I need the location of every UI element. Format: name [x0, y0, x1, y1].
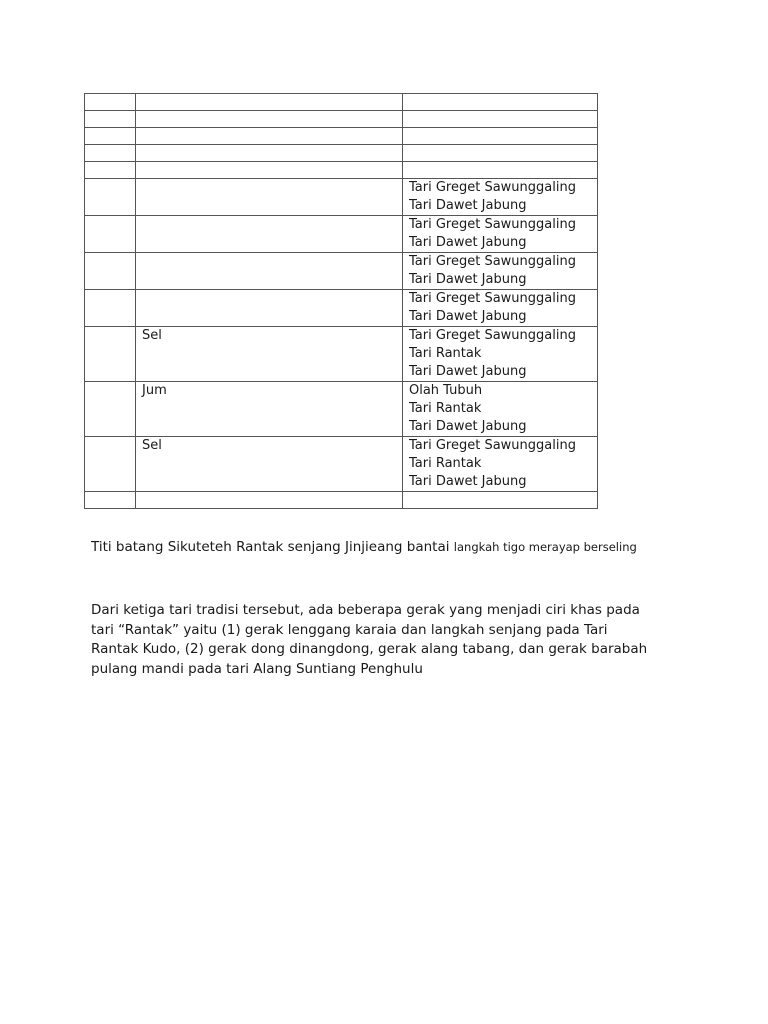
activity-line: Tari Greget Sawunggaling: [409, 180, 576, 195]
table-cell: [136, 216, 403, 253]
table-cell: [85, 253, 136, 290]
table-cell: [85, 94, 136, 111]
activity-line: Tari Dawet Jabung: [409, 272, 527, 287]
table-cell: [85, 162, 136, 179]
table-cell: [403, 128, 598, 145]
activity-line: Tari Dawet Jabung: [409, 198, 527, 213]
table-cell: [85, 437, 136, 492]
day-cell: Sel: [136, 327, 403, 382]
activity-line: Tari Rantak: [409, 401, 482, 416]
verse-line: [91, 539, 637, 555]
table-cell: [136, 162, 403, 179]
activity-line: Tari Dawet Jabung: [409, 419, 527, 434]
activity-line: Tari Rantak: [409, 456, 482, 471]
table-row: [85, 216, 598, 253]
table-cell: [85, 382, 136, 437]
table-cell: [403, 179, 598, 216]
table-cell: [403, 216, 598, 253]
table-cell: [136, 492, 403, 509]
paragraph-line: Rantak Kudo, (2) gerak dong dinangdong, gerak alang tabang, dan gerak barabah: [91, 641, 648, 657]
table-cell: [403, 94, 598, 111]
table-row: [85, 128, 598, 145]
table-cell: [85, 128, 136, 145]
table-row: [85, 327, 598, 382]
table-cell: [136, 128, 403, 145]
table-row: [85, 492, 598, 509]
table-row: [85, 94, 598, 111]
table-cell: [136, 253, 403, 290]
schedule-table: [84, 93, 598, 509]
table-row: [85, 437, 598, 492]
paragraph-line: pulang mandi pada tari Alang Suntiang Penghulu: [91, 660, 423, 677]
activity-line: Tari Greget Sawunggaling: [409, 254, 576, 269]
table-row: [85, 111, 598, 128]
activity-line: Tari Greget Sawunggaling: [409, 217, 576, 232]
table-cell: [85, 492, 136, 509]
table-cell: [85, 179, 136, 216]
activity-line: Olah Tubuh: [409, 383, 483, 398]
table-cell: [403, 382, 598, 437]
table-cell: [85, 327, 136, 382]
verse-main-text: Titi batang Sikuteteh Rantak senjang Jinjieang bantai: [91, 539, 450, 555]
table-cell: [136, 179, 403, 216]
table-cell: [85, 111, 136, 128]
table-cell: [85, 145, 136, 162]
table-cell: [136, 94, 403, 111]
table-cell: [403, 437, 598, 492]
paragraph-line: tari “Rantak” yaitu (1) gerak lenggang karaia dan langkah senjang pada Tari: [91, 621, 608, 638]
table-cell: [136, 111, 403, 128]
table-cell: [403, 253, 598, 290]
table-cell: [403, 290, 598, 327]
table-cell: [136, 290, 403, 327]
activity-line: Tari Greget Sawunggaling: [409, 291, 576, 306]
description-paragraph: [91, 601, 691, 679]
table-row: [85, 145, 598, 162]
table-cell: [85, 290, 136, 327]
table-cell: [403, 111, 598, 128]
day-cell: Sel: [136, 437, 403, 492]
table-row: [85, 290, 598, 327]
table-row: [85, 382, 598, 437]
activity-line: Tari Greget Sawunggaling: [409, 328, 576, 343]
activity-line: Tari Dawet Jabung: [409, 309, 527, 324]
activity-line: Tari Dawet Jabung: [409, 364, 527, 379]
paragraph-line: Dari ketiga tari tradisi tersebut, ada beberapa gerak yang menjadi ciri khas pada: [91, 602, 640, 618]
table-cell: [403, 145, 598, 162]
table-row: [85, 253, 598, 290]
activity-line: Tari Dawet Jabung: [409, 474, 527, 489]
table-cell: [403, 492, 598, 509]
verse-small-text: langkah tigo merayap berseling: [453, 540, 637, 554]
table-cell: [403, 162, 598, 179]
table-row: [85, 179, 598, 216]
table-cell: [85, 216, 136, 253]
table-cell: [403, 327, 598, 382]
table-cell: [136, 145, 403, 162]
activity-line: Tari Dawet Jabung: [409, 235, 527, 250]
activity-line: Tari Rantak: [409, 346, 482, 361]
day-cell: Jum: [136, 382, 403, 437]
table-row: [85, 162, 598, 179]
activity-line: Tari Greget Sawunggaling: [409, 438, 576, 453]
